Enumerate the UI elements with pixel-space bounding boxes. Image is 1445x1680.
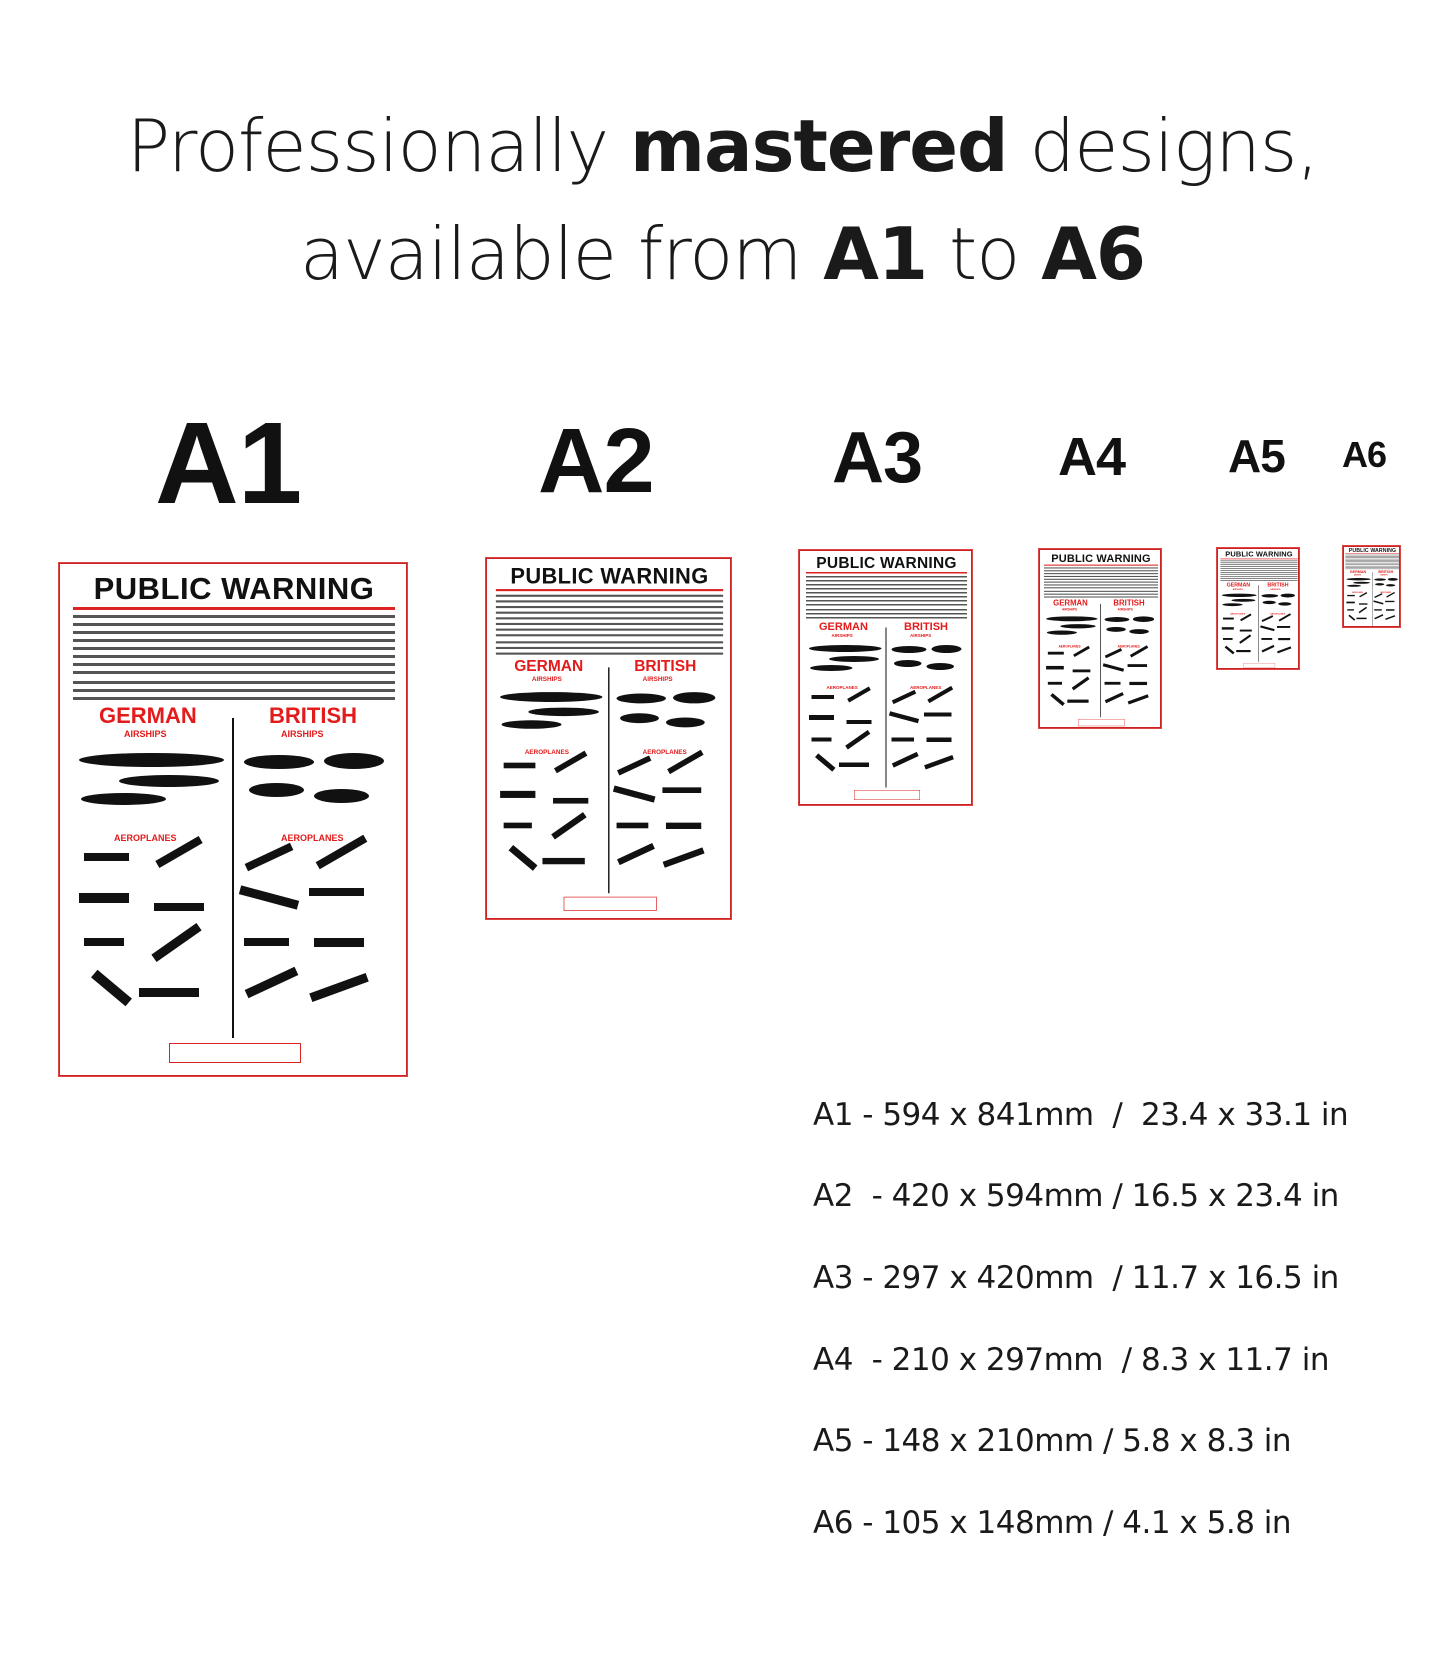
british-aeroplanes-label: AEROPLANES xyxy=(642,748,687,756)
headline-text: Professionally xyxy=(126,104,630,188)
aeroplane-silhouette xyxy=(509,845,538,871)
airship-silhouette xyxy=(1281,594,1295,598)
aeroplane-silhouette xyxy=(1347,595,1355,596)
text-line xyxy=(73,615,395,618)
poster-title: PUBLIC WARNING xyxy=(1225,549,1293,559)
text-line xyxy=(806,576,967,578)
german-aeroplanes-label: AEROPLANES xyxy=(1058,644,1081,649)
aeroplane-silhouette xyxy=(1385,601,1394,602)
german-airships-label: AIRSHIPS xyxy=(831,633,853,638)
text-line xyxy=(496,623,723,625)
airship-silhouette xyxy=(1386,584,1395,586)
aeroplane-silhouette xyxy=(1277,626,1290,628)
text-line xyxy=(1044,582,1158,583)
poster-a3 xyxy=(798,549,973,806)
aeroplane-silhouette xyxy=(1073,669,1091,672)
text-line xyxy=(806,600,967,602)
poster-content xyxy=(59,563,408,1077)
text-line xyxy=(806,584,967,586)
aeroplane-silhouette xyxy=(892,690,916,704)
airship-silhouette xyxy=(1278,602,1291,605)
title-rule xyxy=(1220,559,1297,560)
center-divider xyxy=(232,718,234,1038)
aeroplane-silhouette xyxy=(1128,694,1149,704)
british-heading: BRITISH xyxy=(269,703,357,728)
title-rule xyxy=(496,589,723,591)
german-airships-label: AIRSHIPS xyxy=(124,729,167,739)
poster-title: PUBLIC WARNING xyxy=(93,571,375,606)
text-line xyxy=(73,631,395,634)
title-rule xyxy=(1044,565,1158,566)
aeroplane-silhouette xyxy=(1385,615,1395,620)
aeroplane-silhouette xyxy=(892,738,915,742)
aeroplane-silhouette xyxy=(892,752,919,768)
text-line xyxy=(1345,564,1399,565)
aeroplane-silhouette xyxy=(1260,625,1274,631)
british-heading: BRITISH xyxy=(904,620,948,633)
aeroplane-silhouette xyxy=(542,858,584,864)
aeroplane-silhouette xyxy=(1373,600,1383,604)
german-heading: GERMAN xyxy=(1226,581,1251,588)
aeroplane-silhouette xyxy=(1105,648,1122,658)
airship-silhouette xyxy=(1347,585,1361,587)
aeroplane-silhouette xyxy=(812,738,832,742)
aeroplane-silhouette xyxy=(551,812,586,839)
aeroplane-silhouette xyxy=(1347,609,1354,610)
text-line xyxy=(496,653,723,655)
british-heading: BRITISH xyxy=(1378,569,1394,574)
british-airships-label: AIRSHIPS xyxy=(1380,573,1388,576)
title-rule xyxy=(73,607,395,610)
british-heading: BRITISH xyxy=(634,656,697,675)
german-airships-label: AIRSHIPS xyxy=(1232,587,1243,591)
aeroplane-silhouette xyxy=(309,888,364,896)
airship-silhouette xyxy=(1263,601,1276,604)
headline-bold: A1 xyxy=(823,212,928,296)
price-box xyxy=(1243,663,1275,668)
aeroplane-silhouette xyxy=(1386,609,1394,611)
aeroplane-silhouette xyxy=(845,730,870,749)
poster-a1 xyxy=(58,562,408,1077)
airship-silhouette xyxy=(1060,624,1095,628)
text-line xyxy=(1220,578,1297,579)
aeroplane-silhouette xyxy=(924,755,954,769)
spec-a6: A6 - 105 x 148mm / 4.1 x 5.8 in xyxy=(813,1505,1292,1541)
aeroplane-silhouette xyxy=(1067,700,1088,703)
aeroplane-silhouette xyxy=(154,903,204,911)
aeroplane-silhouette xyxy=(84,853,129,861)
text-line xyxy=(496,647,723,649)
aeroplane-silhouette xyxy=(314,938,364,947)
text-line xyxy=(806,592,967,594)
title-rule xyxy=(806,572,967,574)
size-label-a2: A2 xyxy=(538,410,654,512)
center-divider xyxy=(608,667,609,893)
airship-silhouette xyxy=(249,783,304,797)
aeroplane-silhouette xyxy=(812,695,835,699)
german-aeroplanes-label: AEROPLANES xyxy=(1352,591,1363,594)
airship-silhouette xyxy=(1133,616,1154,622)
british-airships-label: AIRSHIPS xyxy=(1270,587,1281,591)
price-box xyxy=(1362,627,1384,628)
text-line xyxy=(1220,574,1297,575)
aeroplane-silhouette xyxy=(1222,627,1234,629)
aeroplane-silhouette xyxy=(500,791,535,798)
aeroplane-silhouette xyxy=(927,738,952,743)
text-line xyxy=(73,671,395,674)
british-aeroplanes-label: AEROPLANES xyxy=(1117,644,1140,649)
aeroplane-silhouette xyxy=(1105,692,1124,703)
aeroplane-silhouette xyxy=(79,893,129,903)
text-line xyxy=(496,606,723,608)
aeroplane-silhouette xyxy=(889,711,919,723)
text-line xyxy=(73,689,395,692)
aeroplane-silhouette xyxy=(1103,663,1124,672)
aeroplane-silhouette xyxy=(1223,638,1233,640)
airship-silhouette xyxy=(1047,630,1077,634)
poster-content xyxy=(1039,549,1162,729)
german-heading: GERMAN xyxy=(1349,569,1367,574)
aeroplane-silhouette xyxy=(1128,664,1147,667)
airship-silhouette xyxy=(829,656,879,662)
text-line xyxy=(1220,568,1297,569)
airship-silhouette xyxy=(1346,578,1370,580)
text-line xyxy=(1044,584,1158,585)
text-line xyxy=(496,595,723,597)
poster-a5 xyxy=(1216,547,1300,670)
airship-silhouette xyxy=(79,753,224,767)
size-label-a3: A3 xyxy=(832,418,923,498)
poster-content xyxy=(1343,546,1401,628)
aeroplane-silhouette xyxy=(139,988,199,997)
airship-silhouette xyxy=(502,720,562,728)
text-line xyxy=(1044,576,1158,577)
text-line xyxy=(73,639,395,642)
airship-silhouette xyxy=(314,789,369,803)
aeroplane-silhouette xyxy=(1374,609,1382,610)
british-aeroplanes-label: AEROPLANES xyxy=(1270,612,1286,616)
price-box xyxy=(169,1043,301,1063)
german-aeroplanes-label: AEROPLANES xyxy=(826,685,858,690)
center-divider xyxy=(1100,604,1101,717)
german-airships-label: AIRSHIPS xyxy=(531,675,562,683)
poster-title: PUBLIC WARNING xyxy=(1051,551,1151,565)
spec-a2: A2 - 420 x 594mm / 16.5 x 23.4 in xyxy=(813,1178,1339,1214)
aeroplane-silhouette xyxy=(617,755,651,775)
text-line xyxy=(496,634,723,636)
german-heading: GERMAN xyxy=(514,656,584,675)
british-aeroplanes-label: AEROPLANES xyxy=(1380,591,1391,594)
aeroplane-silhouette xyxy=(1359,603,1367,604)
aeroplane-silhouette xyxy=(553,798,588,804)
aeroplane-silhouette xyxy=(1240,630,1252,632)
airship-silhouette xyxy=(1222,594,1257,597)
aeroplane-silhouette xyxy=(1374,614,1383,619)
airship-silhouette xyxy=(666,717,705,727)
aeroplane-silhouette xyxy=(1048,652,1064,655)
aeroplane-silhouette xyxy=(244,938,289,946)
airship-silhouette xyxy=(81,793,166,805)
poster-content xyxy=(799,550,973,806)
text-line xyxy=(496,641,723,643)
text-line xyxy=(1044,596,1158,597)
airship-silhouette xyxy=(809,645,882,652)
center-divider xyxy=(886,628,887,788)
text-line xyxy=(1044,591,1158,592)
headline-text: available from xyxy=(299,212,824,296)
text-line xyxy=(806,617,967,619)
aeroplane-silhouette xyxy=(1277,646,1291,653)
aeroplane-silhouette xyxy=(1346,602,1354,604)
text-line xyxy=(1220,560,1297,561)
aeroplane-silhouette xyxy=(815,753,835,771)
text-line xyxy=(806,613,967,615)
text-line xyxy=(73,647,395,650)
aeroplane-silhouette xyxy=(809,715,834,720)
british-airships-label: AIRSHIPS xyxy=(642,675,673,683)
text-line xyxy=(1044,579,1158,580)
text-line xyxy=(1220,562,1297,563)
aeroplane-silhouette xyxy=(84,938,124,946)
text-line xyxy=(496,617,723,619)
poster-a4 xyxy=(1038,548,1162,729)
aeroplane-silhouette xyxy=(617,843,655,865)
aeroplane-silhouette xyxy=(924,713,952,717)
poster-content xyxy=(1217,548,1300,670)
british-heading: BRITISH xyxy=(1113,598,1145,608)
airship-silhouette xyxy=(1261,594,1278,597)
aeroplane-silhouette xyxy=(1129,682,1147,685)
aeroplane-silhouette xyxy=(1225,646,1235,655)
airship-silhouette xyxy=(1222,603,1242,606)
text-line xyxy=(73,655,395,658)
airship-silhouette xyxy=(932,645,962,653)
text-line xyxy=(806,588,967,590)
airship-silhouette xyxy=(894,660,922,667)
aeroplane-silhouette xyxy=(245,843,294,871)
text-line xyxy=(496,612,723,614)
airship-silhouette xyxy=(1374,578,1386,580)
aeroplane-silhouette xyxy=(1239,634,1251,643)
headline-text: designs, xyxy=(1007,104,1319,188)
headline-text: to xyxy=(927,212,1042,296)
aeroplane-silhouette xyxy=(245,967,299,998)
price-box xyxy=(854,790,920,800)
spec-a4: A4 - 210 x 297mm / 8.3 x 11.7 in xyxy=(813,1342,1329,1378)
german-aeroplanes-label: AEROPLANES xyxy=(524,748,569,756)
size-label-a5: A5 xyxy=(1228,430,1285,482)
aeroplane-silhouette xyxy=(666,823,701,829)
text-line xyxy=(1220,564,1297,565)
text-line xyxy=(1220,570,1297,571)
size-label-a4: A4 xyxy=(1058,427,1126,487)
airship-silhouette xyxy=(810,665,853,671)
spec-a1: A1 - 594 x 841mm / 23.4 x 33.1 in xyxy=(813,1097,1349,1133)
airship-silhouette xyxy=(1388,578,1398,581)
aeroplane-silhouette xyxy=(1050,693,1064,706)
aeroplane-silhouette xyxy=(1046,666,1064,670)
aeroplane-silhouette xyxy=(1048,682,1062,685)
text-line xyxy=(806,596,967,598)
text-line xyxy=(1044,567,1158,568)
british-aeroplanes-label: AEROPLANES xyxy=(910,685,942,690)
aeroplane-silhouette xyxy=(1356,618,1366,620)
airship-silhouette xyxy=(1106,627,1125,632)
aeroplane-silhouette xyxy=(1359,607,1367,614)
german-heading: GERMAN xyxy=(99,703,197,728)
airship-silhouette xyxy=(617,693,666,703)
aeroplane-silhouette xyxy=(1223,618,1234,620)
airship-silhouette xyxy=(244,755,314,769)
text-line xyxy=(1044,570,1158,571)
poster-a6 xyxy=(1342,545,1401,628)
text-line xyxy=(1044,573,1158,574)
spec-a5: A5 - 148 x 210mm / 5.8 x 8.3 in xyxy=(813,1423,1292,1459)
aeroplane-silhouette xyxy=(504,763,536,769)
airship-silhouette xyxy=(528,708,599,716)
spec-a3: A3 - 297 x 420mm / 11.7 x 16.5 in xyxy=(813,1260,1339,1296)
aeroplane-silhouette xyxy=(309,973,368,1002)
poster-content xyxy=(486,558,732,920)
size-label-a1: A1 xyxy=(155,398,302,528)
poster-title: PUBLIC WARNING xyxy=(510,563,709,589)
aeroplane-silhouette xyxy=(662,787,701,793)
text-line xyxy=(1220,566,1297,567)
german-aeroplanes-label: AEROPLANES xyxy=(1230,612,1246,616)
aeroplane-silhouette xyxy=(1262,645,1275,653)
aeroplane-silhouette xyxy=(504,823,532,829)
airship-silhouette xyxy=(1231,599,1255,602)
aeroplane-silhouette xyxy=(847,720,872,724)
poster-title: PUBLIC WARNING xyxy=(1348,547,1397,554)
aeroplane-silhouette xyxy=(1105,682,1121,685)
german-heading: GERMAN xyxy=(819,620,868,633)
aeroplane-silhouette xyxy=(1236,650,1250,652)
airship-silhouette xyxy=(892,646,927,653)
aeroplane-silhouette xyxy=(1374,593,1382,598)
british-airships-label: AIRSHIPS xyxy=(910,633,932,638)
british-airships-label: AIRSHIPS xyxy=(281,729,324,739)
price-box xyxy=(1078,719,1125,726)
aeroplane-silhouette xyxy=(1262,615,1274,622)
text-line xyxy=(806,604,967,606)
aeroplane-silhouette xyxy=(239,885,299,909)
text-line xyxy=(496,600,723,602)
aeroplane-silhouette xyxy=(839,763,869,768)
aeroplane-silhouette xyxy=(151,923,201,962)
text-line xyxy=(496,629,723,631)
german-heading: GERMAN xyxy=(1053,598,1088,608)
text-line xyxy=(73,697,395,700)
text-line xyxy=(1044,587,1158,588)
airship-silhouette xyxy=(119,775,219,787)
aeroplane-silhouette xyxy=(1278,638,1290,640)
poster-title: PUBLIC WARNING xyxy=(816,554,957,572)
text-line xyxy=(73,681,395,684)
aeroplane-silhouette xyxy=(1072,677,1090,691)
aeroplane-silhouette xyxy=(1261,638,1272,640)
text-line xyxy=(1220,572,1297,573)
aeroplane-silhouette xyxy=(663,847,705,867)
headline-bold: A6 xyxy=(1041,212,1146,296)
airship-silhouette xyxy=(1046,616,1097,621)
text-line xyxy=(806,580,967,582)
airship-silhouette xyxy=(927,663,955,670)
aeroplane-silhouette xyxy=(613,786,656,803)
german-aeroplanes-label: AEROPLANES xyxy=(114,833,177,843)
headline-line-1 xyxy=(0,104,1445,188)
german-airships-label: AIRSHIPS xyxy=(1062,607,1078,612)
airship-silhouette xyxy=(1353,582,1370,584)
poster-a2 xyxy=(485,557,732,920)
headline-line-2 xyxy=(0,212,1445,296)
text-line xyxy=(1220,576,1297,577)
aeroplane-silhouette xyxy=(1348,615,1355,621)
aeroplane-silhouette xyxy=(617,823,649,829)
british-airships-label: AIRSHIPS xyxy=(1117,607,1133,612)
german-airships-label: AIRSHIPS xyxy=(1353,573,1362,576)
airship-silhouette xyxy=(1375,583,1384,585)
airship-silhouette xyxy=(1129,629,1148,634)
text-line xyxy=(1044,594,1158,595)
text-line xyxy=(73,663,395,666)
price-box xyxy=(564,897,657,911)
size-label-a6: A6 xyxy=(1342,434,1387,475)
airship-silhouette xyxy=(673,692,715,703)
airship-silhouette xyxy=(620,713,659,723)
headline-bold: mastered xyxy=(629,104,1008,188)
airship-silhouette xyxy=(500,692,602,702)
airship-silhouette xyxy=(1105,617,1130,622)
text-line xyxy=(73,623,395,626)
text-line xyxy=(806,609,967,611)
british-heading: BRITISH xyxy=(1267,581,1289,588)
aeroplane-silhouette xyxy=(91,970,132,1007)
airship-silhouette xyxy=(324,753,384,769)
british-aeroplanes-label: AEROPLANES xyxy=(281,833,344,843)
